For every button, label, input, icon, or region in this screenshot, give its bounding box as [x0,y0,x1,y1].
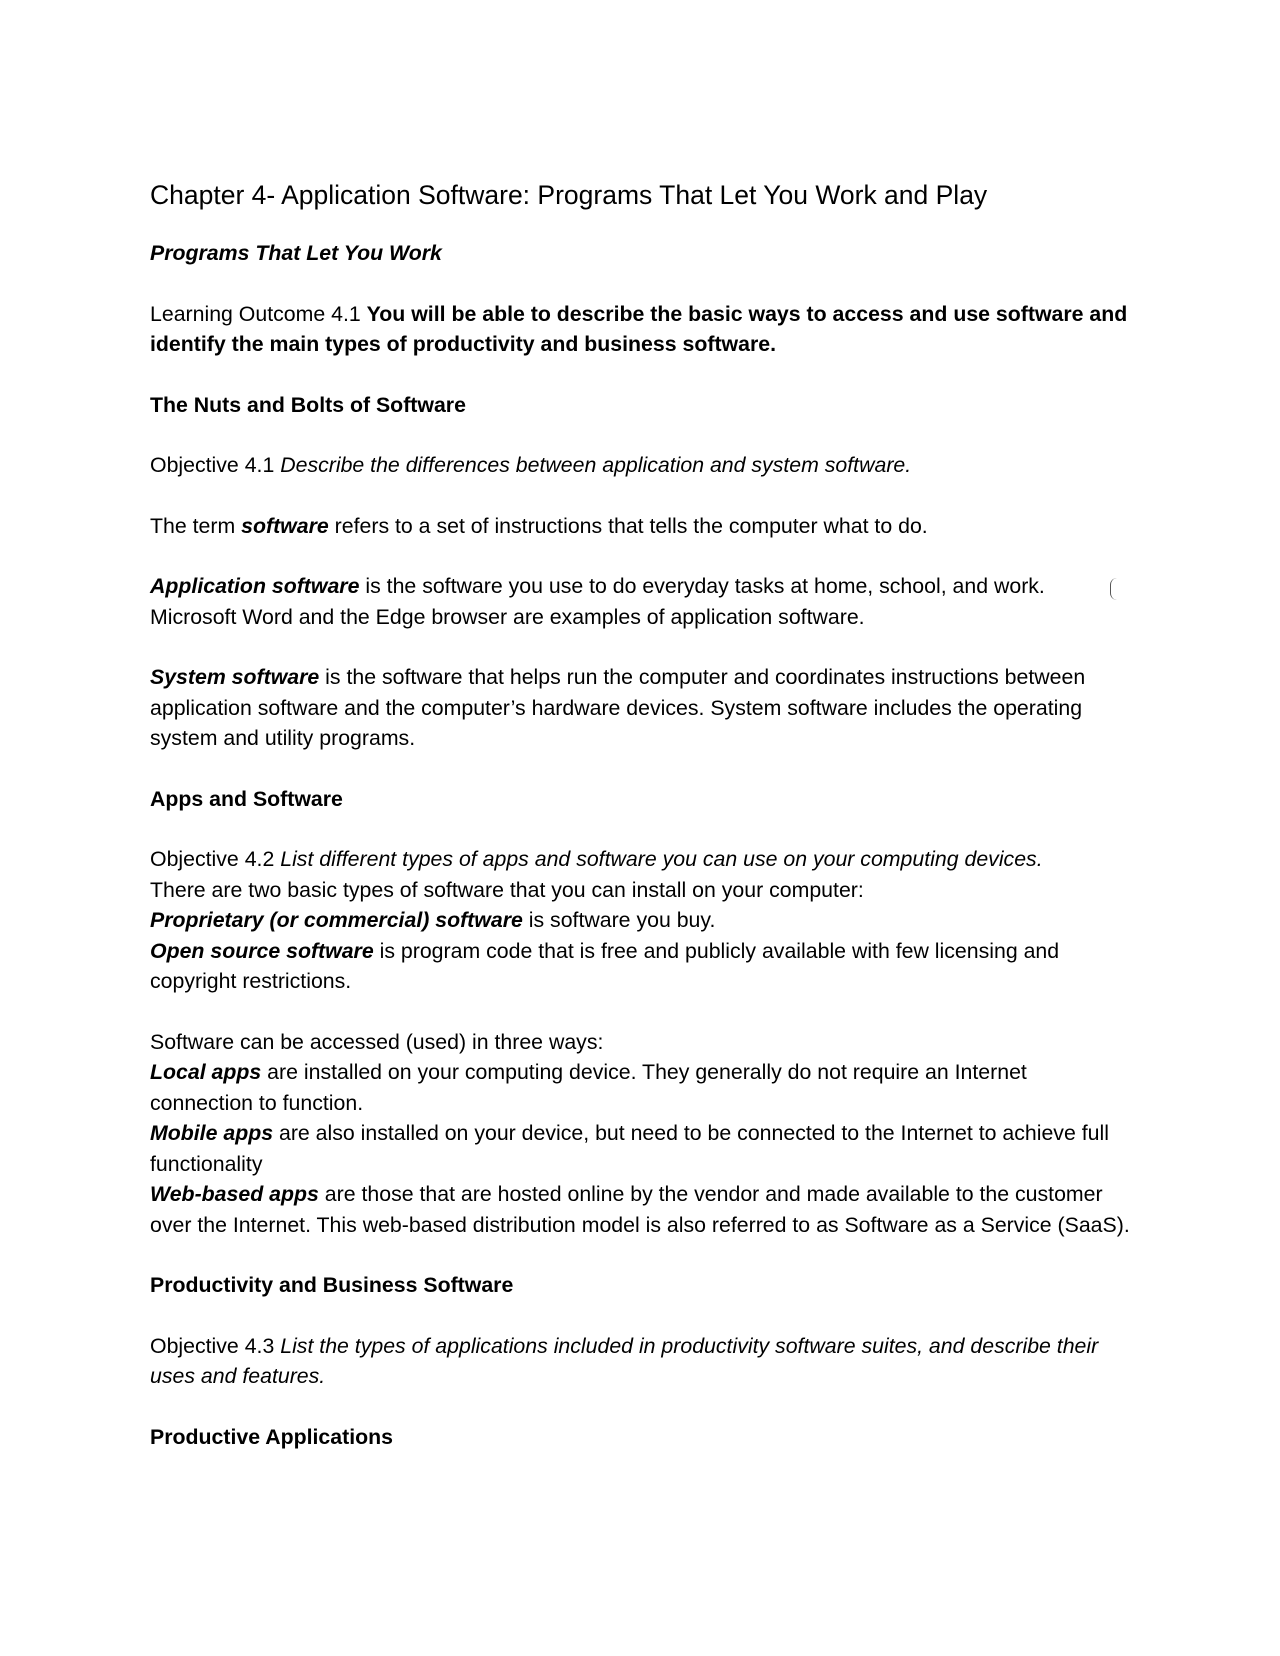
objective-4-3-text: List the types of applications included in productivity software suites, and describe their uses and features. [150,1333,1099,1388]
web-apps-term: Web-based apps [150,1182,319,1206]
learning-outcome [150,299,1132,360]
web-apps-text: are those that are hosted online by the vendor and made available to the customer over the Internet. This web-based distribution model is also referred to as Software as a Service (SaaS). [150,1182,1130,1237]
software-definition [150,511,1132,542]
objective-4-3-label: Objective 4.3 [150,1333,281,1358]
learning-outcome-label: Learning Outcome 4.1 [150,301,367,326]
mobile-apps-definition [150,1118,1132,1179]
open-source-text: is program code that is free and publicly available with few licensing and copyright restrictions. [150,938,1060,993]
software-definition-pre: The term [150,513,242,538]
objective-4-1-label: Objective 4.1 [150,453,281,477]
system-software-term: System software [150,665,320,689]
application-software-definition [150,571,1132,632]
objective-4-1 [150,450,1132,481]
objective-4-2 [150,844,1132,875]
document-body [150,178,1132,1452]
objective-4-2-label: Objective 4.2 [150,847,281,871]
apps-software-heading: Apps and Software [150,786,343,811]
objective-4-2-text: List different types of apps and software you can use on your computing devices. [280,847,1043,871]
open-source-definition [150,936,1132,997]
software-definition-post: refers to a set of instructions that tells the computer what to do. [328,513,928,538]
chapter-title: Chapter 4- Application Software: Programs That Let You Work and Play [150,180,988,210]
software-term: software [241,513,329,538]
web-apps-definition [150,1179,1132,1240]
mobile-apps-term: Mobile apps [150,1121,274,1145]
open-source-term: Open source software [150,938,374,963]
system-software-definition [150,662,1132,754]
learning-outcome-text: You will be able to describe the basic ways to access and use software and identify the main types of productivity and business software. [150,301,1128,356]
proprietary-software-term: Proprietary (or commercial) software [150,908,523,932]
system-software-text: is the software that helps run the computer and coordinates instructions between application software and the computer’s hardware devices. System software includes the operating system and utility programs. [150,665,1086,750]
objective-4-3 [150,1331,1132,1392]
access-intro: Software can be accessed (used) in three ways: [150,1029,604,1054]
local-apps-text: are installed on your computing device. They generally do not require an Internet connection to function. [150,1060,1027,1115]
application-software-term: Application software [150,574,360,598]
objective-4-1-text: Describe the differences between application and system software. [280,453,912,477]
application-software-text: is the software you use to do everyday tasks at home, school, and work. Microsoft Word and the Edge browser are examples of application software. [150,574,1045,629]
software-types-intro: There are two basic types of software that you can install on your computer: [150,877,864,902]
proprietary-software-text: is software you buy. [522,908,716,932]
productivity-heading: Productivity and Business Software [150,1273,514,1297]
productive-applications-heading: Productive Applications [150,1424,393,1449]
local-apps-definition [150,1057,1132,1118]
mobile-apps-text: are also installed on your device, but need to be connected to the Internet to achieve full functionality [150,1121,1109,1176]
section-heading: Programs That Let You Work [150,241,442,265]
nuts-bolts-heading: The Nuts and Bolts of Software [150,392,466,417]
proprietary-software-definition [150,905,1132,936]
local-apps-term: Local apps [150,1060,262,1084]
margin-mark [1110,578,1117,600]
